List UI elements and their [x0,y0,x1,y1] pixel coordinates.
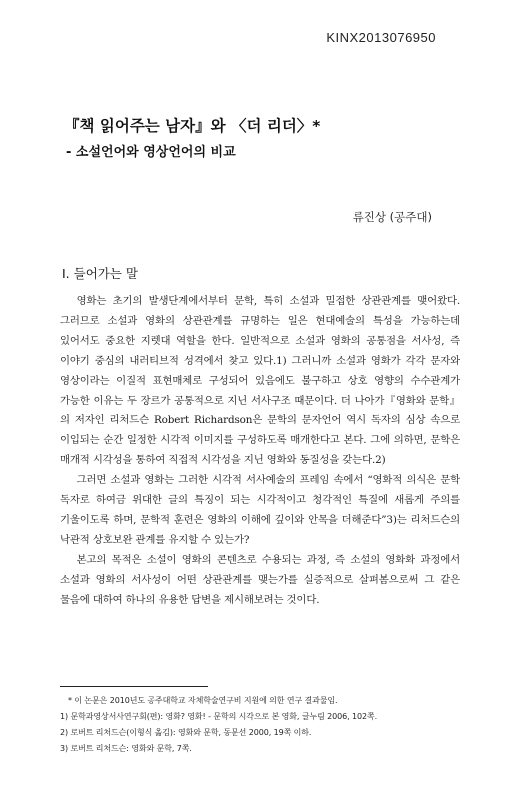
paper-subtitle: - 소설언어와 영상언어의 비교 [66,145,236,160]
footnotes [60,686,460,757]
footnote-item: 2) 로버트 리처드슨(이형식 옮김): 영화와 문학, 동문선 2000, 19쪽 이하. [60,728,312,737]
paper-title: 『책 읽어주는 남자』와 〈더 리더〉* [64,117,321,135]
body-text [60,292,460,611]
author-affiliation: 류진상 (공주대) [352,210,432,224]
document-id: KINX2013076950 [326,30,436,45]
section-heading: Ⅰ. 들어가는 말 [62,266,138,281]
footnote-item: 3) 로버트 리처드슨: 영화와 문학, 7쪽. [60,744,192,753]
footnote-acknowledgement: * 이 논문은 2010년도 공주대학교 자체학술연구비 지원에 의한 연구 결과물임. [68,696,338,705]
footnote-item: 1) 문학과영상서사연구회(편): 영화? 영화! - 문학의 시각으로 본 영화, 글누림 2006, 102쪽. [60,712,378,721]
paragraph: 본고의 목적은 소설이 영화의 콘텐츠로 수용되는 과정, 즉 소설의 영화화 과정에서 소설과 영화의 서사성이 어떤 상관관계를 맺는가를 실증적으로 살펴봄으로써 그 같은 물음에 대하여 하나의 유용한 답변을 제시해보려는 것이다. [60,553,460,606]
paragraph: 영화는 초기의 발생단계에서부터 문학, 특히 소설과 밀접한 상관관계를 맺어왔다. 그러므로 소설과 영화의 상관관계를 규명하는 일은 현대예술의 특성을 가능하는데 있어서도 중요한 지렛대 역할을 한다. 일반적으로 소설과 영화의 공통점을 서사성, 즉 이야기 중심의 내러티브적 성격에서 찾고 있다.1) 그러니까 소설과 영화가 각각 문자와 영상이라는 이질적 표현매체로 구성되어 있음에도 불구하고 상호 영향의 수수관계가 가능한 이유는 두 장르가 공통적으로 지닌 서사구조 때문이다. 더 나아가『영화와 문학』의 저자인 리처드슨 Robert Richardson은 문학의 문자언어 역시 독자의 심상 속으로 이입되는 순간 일정한 시각적 이미지를 구성하도록 매개한다고 본다. 그에 의하면, 문학은 매개적 시각성을 통하여 직접적 시각성을 지닌 영화와 동질성을 갖는다.2) [60,295,460,467]
paragraph: 그러면 소설과 영화는 그러한 시각적 서사예술의 프레임 속에서 “영화적 의식은 문학 독자로 하여금 위대한 글의 특징이 되는 시각적이고 청각적인 특질에 새롭게 주의를 기울이도록 하며, 문학적 훈련은 영화의 이해에 깊이와 안목을 더해준다”3)는 리처드슨의 낙관적 상호보완 관계를 유지할 수 있는가? [60,474,460,546]
footnote-divider [60,686,208,687]
